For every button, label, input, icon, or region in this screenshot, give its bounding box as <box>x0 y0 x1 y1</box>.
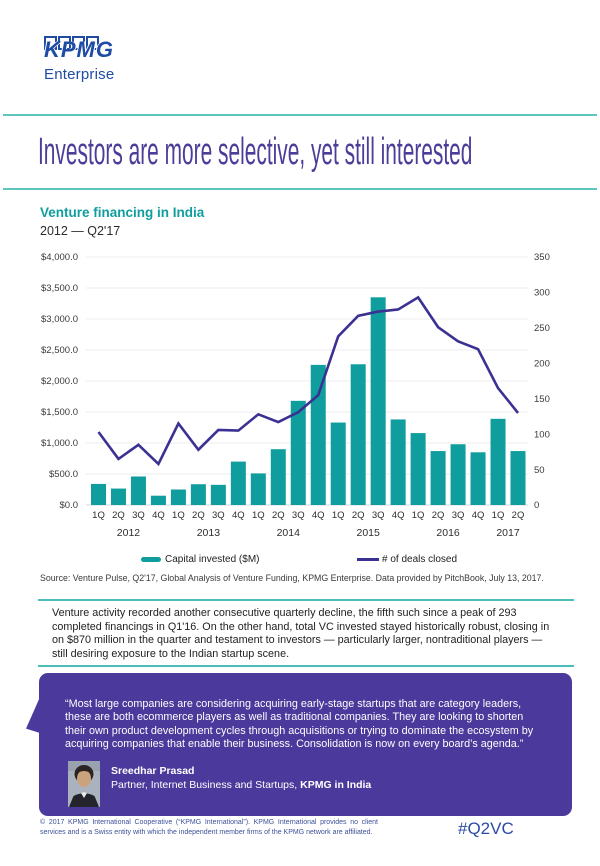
capital-bar <box>111 489 126 505</box>
quote-author-role <box>111 779 371 791</box>
quarter-label: 3Q <box>371 510 385 521</box>
quarter-label: 2Q <box>112 510 125 521</box>
left-axis-tick: $3,500.0 <box>41 283 78 295</box>
quarter-label: 1Q <box>331 510 345 521</box>
right-axis-tick: 300 <box>534 287 550 299</box>
title-divider <box>3 188 597 190</box>
quarter-label: 4Q <box>231 510 245 521</box>
capital-bar <box>251 473 266 505</box>
left-axis-tick: $2,000.0 <box>41 376 78 388</box>
capital-bar <box>391 419 406 505</box>
quote-author-name: Sreedhar Prasad <box>111 765 195 777</box>
page-title: Investors are more selective, yet still interested <box>38 131 473 173</box>
capital-bar <box>311 365 326 505</box>
capital-bar <box>451 444 466 505</box>
quarter-label: 3Q <box>212 510 225 521</box>
left-axis-tick: $500.0 <box>48 469 78 481</box>
quote-block <box>39 673 572 816</box>
capital-bar <box>191 484 206 505</box>
capital-bar <box>351 364 366 505</box>
right-axis-tick: 0 <box>534 500 540 512</box>
capital-bar <box>211 485 226 505</box>
summary-paragraph: Venture activity recorded another consecutive quarterly decline, the fifth such since a peak of 293 completed financings in Q1'16. On the other hand, total VC invested stayed historically robust, closing in on $870 million in the quarter and testament to investors — particularly larger, nontraditional players — still desiring exposure to the Indian startup scene. <box>52 607 550 660</box>
year-label: 2015 <box>356 527 380 539</box>
capital-bar <box>431 451 446 505</box>
right-axis-tick: 250 <box>534 323 550 335</box>
capital-bar <box>271 449 286 505</box>
kpmg-logo <box>44 36 114 83</box>
right-axis-tick: 100 <box>534 429 550 441</box>
left-axis-tick: $3,000.0 <box>41 314 78 326</box>
role-text: Partner, Internet Business and Startups, <box>111 779 301 791</box>
quarter-label: 4Q <box>152 510 165 521</box>
right-axis-tick: 50 <box>534 464 545 476</box>
chart-subtitle: 2012 — Q2'17 <box>40 224 121 238</box>
capital-bar <box>171 490 186 506</box>
role-org: KPMG in India <box>300 779 372 791</box>
quarter-label: 1Q <box>251 510 265 521</box>
quarter-label: 1Q <box>172 510 185 521</box>
quote-text: “Most large companies are considering acquiring early-stage startups that are category leaders, these are both ecommerce players as well as traditional companies. They are looking to shorten their own product development cycles through acquisitions or trying to dominate the ecosystem by acquiring companies that enable their business. Consolidation is now on every board’s agenda.” <box>65 698 534 751</box>
quarter-label: 1Q <box>491 510 505 521</box>
quarter-label: 3Q <box>291 510 305 521</box>
year-label: 2017 <box>496 527 520 539</box>
venture-financing-chart <box>0 248 600 548</box>
capital-swatch-icon <box>141 557 161 562</box>
quarter-label: 3Q <box>451 510 465 521</box>
chart-title: Venture financing in India <box>40 205 205 220</box>
capital-bar <box>411 433 426 505</box>
right-axis-tick: 150 <box>534 393 550 405</box>
right-axis-tick: 350 <box>534 252 550 264</box>
year-label: 2012 <box>116 527 141 539</box>
legend-item-capital <box>141 554 259 565</box>
left-axis-tick: $1,500.0 <box>41 407 78 419</box>
year-label: 2016 <box>436 527 460 539</box>
speech-bubble-tail-icon <box>26 697 40 733</box>
capital-bar <box>471 452 486 505</box>
capital-bar <box>131 476 146 505</box>
year-label: 2014 <box>276 527 300 539</box>
capital-bar <box>511 451 526 505</box>
quarter-label: 3Q <box>132 510 145 521</box>
quarter-label: 2Q <box>511 510 525 521</box>
left-axis-tick: $1,000.0 <box>41 438 78 450</box>
quarter-label: 1Q <box>92 510 105 521</box>
capital-bar <box>371 297 386 505</box>
quarter-label: 2Q <box>351 510 365 521</box>
hashtag: #Q2VC <box>458 819 514 838</box>
year-label: 2013 <box>196 527 221 539</box>
summary-rule-bottom <box>38 665 574 667</box>
legend-item-deals <box>357 554 457 565</box>
capital-bar <box>231 462 246 505</box>
quarter-label: 4Q <box>391 510 405 521</box>
right-axis-tick: 200 <box>534 358 550 370</box>
capital-bar <box>151 496 166 505</box>
quarter-label: 2Q <box>431 510 445 521</box>
capital-bar <box>91 484 106 505</box>
avatar <box>68 761 100 807</box>
source-note: Source: Venture Pulse, Q2'17, Global Analysis of Venture Funding, KPMG Enterprise. Data provided by PitchBook, July 13, 2017. <box>40 573 544 583</box>
summary-rule-top <box>38 599 574 601</box>
left-axis-tick: $0.0 <box>59 500 78 512</box>
left-axis-tick: $4,000.0 <box>41 252 78 264</box>
chart-legend <box>0 554 600 570</box>
top-divider <box>3 114 597 116</box>
kpmg-logo-enterprise-label: Enterprise <box>44 66 115 83</box>
kpmg-logo-wordmark: KPMG <box>44 37 114 62</box>
left-axis-tick: $2,500.0 <box>41 345 78 357</box>
chart-canvas <box>0 248 600 548</box>
capital-bar <box>331 423 346 505</box>
copyright-text: © 2017 KPMG International Cooperative (“KPMG International”). KPMG International provides no client services and is a Swiss entity with which the independent member firms of the KPMG network are affiliated. <box>40 819 378 836</box>
legend-deals-label: # of deals closed <box>382 554 458 565</box>
capital-bar <box>491 419 506 505</box>
quarter-label: 4Q <box>311 510 325 521</box>
legend-capital-label: Capital invested ($M) <box>165 554 260 565</box>
quarter-label: 2Q <box>192 510 205 521</box>
quarter-label: 4Q <box>471 510 485 521</box>
quarter-label: 1Q <box>411 510 425 521</box>
quarter-label: 2Q <box>271 510 285 521</box>
capital-bar <box>291 401 306 505</box>
deals-line-swatch-icon <box>357 558 379 561</box>
